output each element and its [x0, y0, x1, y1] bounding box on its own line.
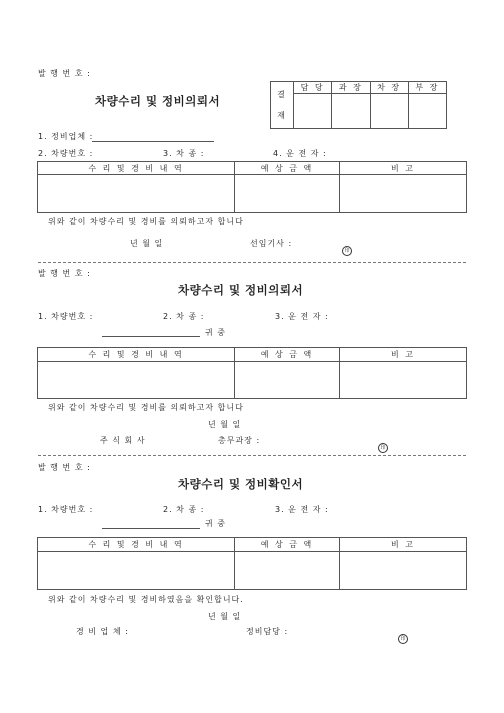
col-header-note: 비 고 [340, 538, 467, 552]
recipient-suffix: 귀 중 [205, 519, 226, 528]
cut-line [38, 262, 466, 263]
repair-detail-table [37, 347, 467, 399]
cell-desc[interactable] [38, 552, 235, 590]
approval-header: 담 당 [294, 82, 332, 94]
date-line: 년 월 일 [130, 239, 164, 248]
car-type-label: 3. 차 종 : [163, 149, 205, 158]
signer-label: 정비담당 : [246, 627, 289, 636]
approval-sign-box[interactable] [370, 94, 408, 129]
signer-label: 선임기사 : [250, 239, 293, 248]
signer-label: 총무과장 : [218, 436, 261, 445]
recipient-line[interactable] [102, 336, 200, 337]
repair-detail-table [37, 161, 467, 213]
date-line: 년 월 일 [208, 612, 242, 621]
col-header-cost: 예 상 금 액 [235, 162, 340, 175]
form-title: 차량수리 및 정비확인서 [178, 477, 304, 491]
approval-sign-box[interactable] [408, 94, 446, 129]
statement-text: 위와 같이 차량수리 및 경비를 의뢰하고자 합니다 [48, 217, 244, 226]
col-header-desc: 수 리 및 경 비 내 역 [38, 538, 235, 552]
issue-number-label: 발 행 번 호 : [38, 269, 91, 278]
company-label: 주 식 회 사 [100, 436, 146, 445]
cell-cost[interactable] [235, 362, 340, 399]
col-header-desc: 수 리 및 경 비 내 역 [38, 348, 235, 362]
approval-side-bottom: 재 [277, 111, 287, 120]
approval-header: 부 장 [408, 82, 446, 94]
cell-desc[interactable] [38, 175, 235, 213]
cell-note[interactable] [340, 552, 467, 590]
cell-note[interactable] [340, 362, 467, 399]
repair-detail-table [37, 537, 467, 590]
statement-text: 위와 같이 차량수리 및 경비하였음을 확인합니다. [48, 595, 244, 604]
approval-side-top: 결 [277, 90, 287, 99]
col-header-cost: 예 상 금 액 [235, 538, 340, 552]
company-label: 경 비 업 체 : [76, 627, 129, 636]
cell-note[interactable] [340, 175, 467, 213]
driver-label: 3. 운 전 자 : [275, 312, 329, 321]
col-header-note: 비 고 [340, 162, 467, 175]
cell-desc[interactable] [38, 362, 235, 399]
issue-number-label: 발 행 번 호 : [38, 69, 91, 78]
driver-label: 3. 운 전 자 : [275, 505, 329, 514]
form-title: 차량수리 및 정비의뢰서 [95, 94, 221, 108]
recipient-line[interactable] [102, 528, 200, 529]
cell-cost[interactable] [235, 175, 340, 213]
issue-number-label: 발 행 번 호 : [38, 463, 91, 472]
approval-table [270, 81, 447, 129]
seal-icon: 印 [378, 434, 388, 453]
car-type-label: 2. 차 종 : [163, 312, 205, 321]
car-number-label: 2. 차량번호 : [38, 149, 94, 158]
approval-header: 과 장 [332, 82, 370, 94]
statement-text: 위와 같이 차량수리 및 경비를 의뢰하고자 합니다 [48, 403, 244, 412]
approval-header: 차 장 [370, 82, 408, 94]
cell-cost[interactable] [235, 552, 340, 590]
date-line: 년 월 일 [208, 420, 242, 429]
approval-side-cell [271, 82, 294, 129]
form-title: 차량수리 및 정비의뢰서 [178, 283, 304, 297]
company-field-label: 1. 정비업체 : [38, 132, 94, 141]
recipient-suffix: 귀 중 [205, 328, 226, 337]
col-header-note: 비 고 [340, 348, 467, 362]
car-number-label: 1. 차량번호 : [38, 505, 94, 514]
col-header-cost: 예 상 금 액 [235, 348, 340, 362]
col-header-desc: 수 리 및 경 비 내 역 [38, 162, 235, 175]
approval-sign-box[interactable] [332, 94, 370, 129]
company-field-line[interactable] [92, 141, 214, 142]
car-type-label: 2. 차 종 : [163, 505, 205, 514]
approval-sign-box[interactable] [294, 94, 332, 129]
driver-label: 4. 운 전 자 : [273, 149, 327, 158]
cut-line [38, 455, 466, 456]
car-number-label: 1. 차량번호 : [38, 312, 94, 321]
seal-icon: 印 [342, 237, 352, 256]
seal-icon: 印 [398, 625, 408, 644]
